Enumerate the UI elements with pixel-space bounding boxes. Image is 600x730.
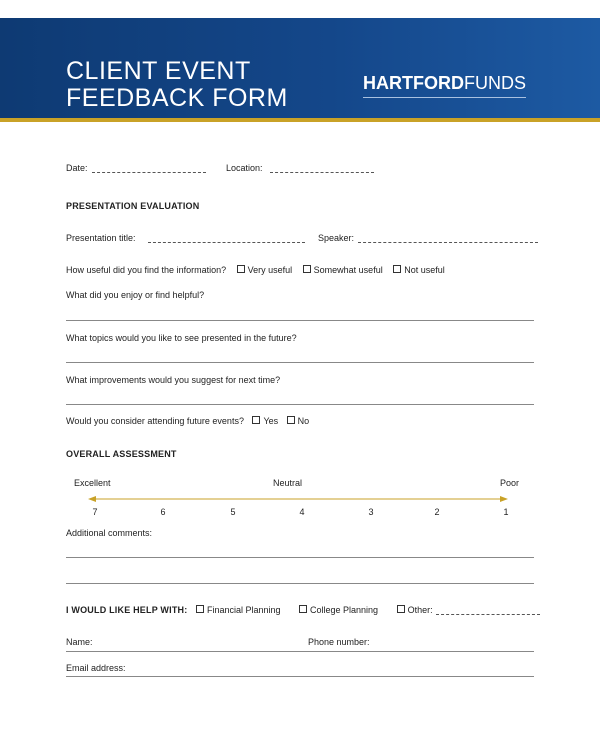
option-not-useful-label: Not useful bbox=[404, 265, 445, 275]
option-financial-planning-label: Financial Planning bbox=[206, 605, 281, 615]
option-other-label: Other: bbox=[407, 605, 433, 615]
location-field[interactable] bbox=[270, 172, 374, 173]
usefulness-question bbox=[66, 265, 445, 276]
presentation-evaluation-heading: PRESENTATION EVALUATION bbox=[66, 201, 200, 211]
option-college-planning-label: College Planning bbox=[310, 605, 379, 615]
checkbox-icon bbox=[287, 416, 295, 424]
checkbox-icon bbox=[299, 605, 307, 613]
option-no-label: No bbox=[297, 416, 310, 426]
option-somewhat-useful-label: Somewhat useful bbox=[313, 265, 383, 275]
email-address-line[interactable] bbox=[66, 676, 534, 677]
topics-answer-line[interactable] bbox=[66, 362, 534, 363]
enjoy-question: What did you enjoy or find helpful? bbox=[66, 290, 205, 300]
other-help-field[interactable] bbox=[436, 614, 540, 615]
option-financial-planning[interactable] bbox=[196, 605, 281, 615]
improvements-answer-line[interactable] bbox=[66, 404, 534, 405]
attend-question bbox=[66, 416, 309, 427]
option-college-planning[interactable] bbox=[299, 605, 378, 615]
scale-label-excellent: Excellent bbox=[74, 478, 111, 488]
form-title-line2: FEEDBACK FORM bbox=[66, 84, 288, 112]
option-other[interactable] bbox=[397, 605, 433, 615]
date-field[interactable] bbox=[92, 172, 206, 173]
additional-comments-label: Additional comments: bbox=[66, 528, 153, 538]
checkbox-icon bbox=[303, 265, 311, 273]
option-very-useful-label: Very useful bbox=[247, 265, 293, 275]
name-label: Name: bbox=[66, 637, 93, 647]
comments-line-1[interactable] bbox=[66, 557, 534, 558]
overall-assessment-heading: OVERALL ASSESSMENT bbox=[66, 449, 177, 459]
rating-option-3[interactable]: 3 bbox=[368, 507, 374, 517]
checkbox-icon bbox=[196, 605, 204, 613]
scale-label-neutral: Neutral bbox=[273, 478, 303, 488]
presentation-title-label: Presentation title: bbox=[66, 233, 136, 243]
speaker-label: Speaker: bbox=[318, 233, 355, 243]
name-phone-line[interactable] bbox=[66, 651, 534, 652]
email-address-label: Email address: bbox=[66, 663, 126, 673]
phone-number-label: Phone number: bbox=[308, 637, 370, 647]
usefulness-question-text: How useful did you find the information? bbox=[66, 265, 227, 275]
help-heading: I WOULD LIKE HELP WITH: bbox=[66, 605, 188, 615]
option-very-useful[interactable] bbox=[237, 265, 293, 275]
rating-option-1[interactable]: 1 bbox=[503, 507, 509, 517]
date-label: Date: bbox=[66, 163, 88, 173]
topics-question: What topics would you like to see presented in the future? bbox=[66, 333, 297, 343]
brand-logo-light: FUNDS bbox=[464, 73, 526, 93]
brand-logo bbox=[363, 72, 526, 98]
rating-option-6[interactable]: 6 bbox=[160, 507, 166, 517]
form-title bbox=[66, 58, 346, 112]
checkbox-icon bbox=[237, 265, 245, 273]
rating-scale-arrow-icon bbox=[88, 494, 508, 504]
enjoy-answer-line[interactable] bbox=[66, 320, 534, 321]
location-label: Location: bbox=[226, 163, 263, 173]
rating-option-2[interactable]: 2 bbox=[434, 507, 440, 517]
option-somewhat-useful[interactable] bbox=[303, 265, 383, 275]
rating-option-4[interactable]: 4 bbox=[299, 507, 305, 517]
improvements-question: What improvements would you suggest for next time? bbox=[66, 375, 281, 385]
rating-option-7[interactable]: 7 bbox=[92, 507, 98, 517]
option-no[interactable] bbox=[287, 416, 310, 426]
checkbox-icon bbox=[393, 265, 401, 273]
rating-option-5[interactable]: 5 bbox=[230, 507, 236, 517]
option-yes-label: Yes bbox=[263, 416, 279, 426]
top-margin bbox=[0, 0, 600, 18]
checkbox-icon bbox=[397, 605, 405, 613]
checkbox-icon bbox=[252, 416, 260, 424]
comments-line-2[interactable] bbox=[66, 583, 534, 584]
header-accent-bar bbox=[0, 118, 600, 122]
option-yes[interactable] bbox=[252, 416, 278, 426]
option-not-useful[interactable] bbox=[393, 265, 445, 275]
scale-label-poor: Poor bbox=[500, 478, 520, 488]
form-title-line1: CLIENT EVENT bbox=[66, 57, 251, 85]
speaker-field[interactable] bbox=[358, 242, 538, 243]
attend-question-text: Would you consider attending future events? bbox=[66, 416, 244, 426]
help-row bbox=[66, 605, 433, 616]
form-header bbox=[0, 18, 600, 118]
presentation-title-field[interactable] bbox=[148, 242, 305, 243]
brand-logo-bold: HARTFORD bbox=[363, 73, 464, 93]
